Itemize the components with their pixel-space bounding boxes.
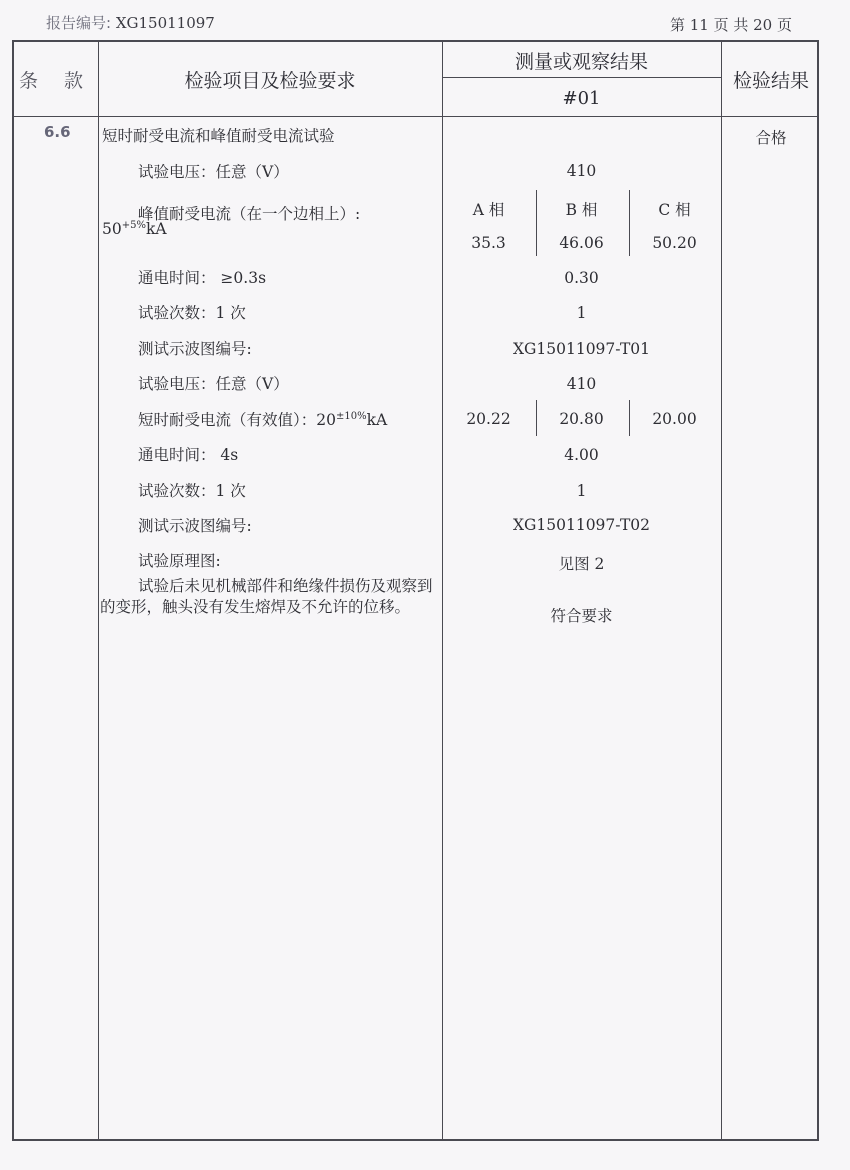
after-test-value: 符合要求 [550, 607, 613, 625]
voltage2-value: 410 [566, 375, 597, 393]
header-clause: 条 款 [18, 69, 94, 92]
report-number-label: 报告编号: [46, 14, 112, 32]
header-item: 检验项目及检验要求 [184, 69, 356, 92]
report-number-value: XG15011097 [115, 14, 215, 32]
peak-b-value: 46.06 [559, 234, 604, 252]
count1-label: 试验次数：1 次 [138, 304, 246, 322]
time2-label: 通电时间： 4s [138, 446, 239, 464]
wave1-label: 测试示波图编号: [138, 340, 252, 358]
wave1-value: XG15011097-T01 [512, 340, 651, 358]
phase-c-label: C 相 [658, 201, 691, 219]
col-divider-clause [98, 42, 99, 1139]
voltage1-label: 试验电压：任意（V） [138, 163, 289, 181]
short-b-value: 20.80 [559, 410, 604, 428]
after-test-label: 试验后未见机械部件和绝缘件损伤及观察到的变形，触头没有发生熔焊及不允许的位移。 [100, 577, 433, 616]
phase-b-label: B 相 [565, 201, 598, 219]
principle-label: 试验原理图: [138, 552, 221, 570]
time2-value: 4.00 [564, 446, 599, 464]
phase-sep-2 [629, 190, 630, 256]
count2-label: 试验次数：1 次 [138, 482, 246, 500]
time1-value: 0.30 [564, 269, 599, 287]
short-sep-2 [629, 400, 630, 436]
wave2-value: XG15011097-T02 [512, 516, 651, 534]
inspection-table [12, 40, 819, 1141]
time1-label: 通电时间： ≥0.3s [138, 269, 267, 287]
page-info: 第 11 页 共 20 页 [669, 16, 792, 34]
phase-a-label: A 相 [472, 201, 505, 219]
wave2-label: 测试示波图编号: [138, 517, 252, 535]
short-a-value: 20.22 [466, 410, 511, 428]
voltage2-label: 试验电压：任意（V） [138, 375, 289, 393]
test-result: 合格 [755, 129, 787, 147]
col-divider-measure [721, 42, 722, 1139]
peak-label-line2: $50^{+5\%}kA$ [102, 220, 167, 239]
clause-number: 6.6 [44, 123, 71, 141]
peak-c-value: 50.20 [652, 234, 697, 252]
peak-label-line1: 峰值耐受电流（在一个边相上）: [138, 205, 361, 223]
count1-value: 1 [576, 304, 587, 322]
principle-value: 见图 2 [558, 555, 605, 573]
count2-value: 1 [576, 482, 587, 500]
header-sample: #01 [562, 87, 601, 109]
report-number [46, 12, 215, 33]
phase-sep-1 [536, 190, 537, 256]
short-c-value: 20.00 [652, 410, 697, 428]
short-label: 短时耐受电流（有效值）：$20^{\pm 10\%}kA$ [138, 410, 388, 429]
test-title: 短时耐受电流和峰值耐受电流试验 [102, 127, 335, 145]
peak-a-value: 35.3 [471, 234, 506, 252]
header-measure: 测量或观察结果 [514, 50, 648, 73]
voltage1-value: 410 [566, 162, 597, 180]
header-result: 检验结果 [732, 69, 809, 92]
short-sep-1 [536, 400, 537, 436]
